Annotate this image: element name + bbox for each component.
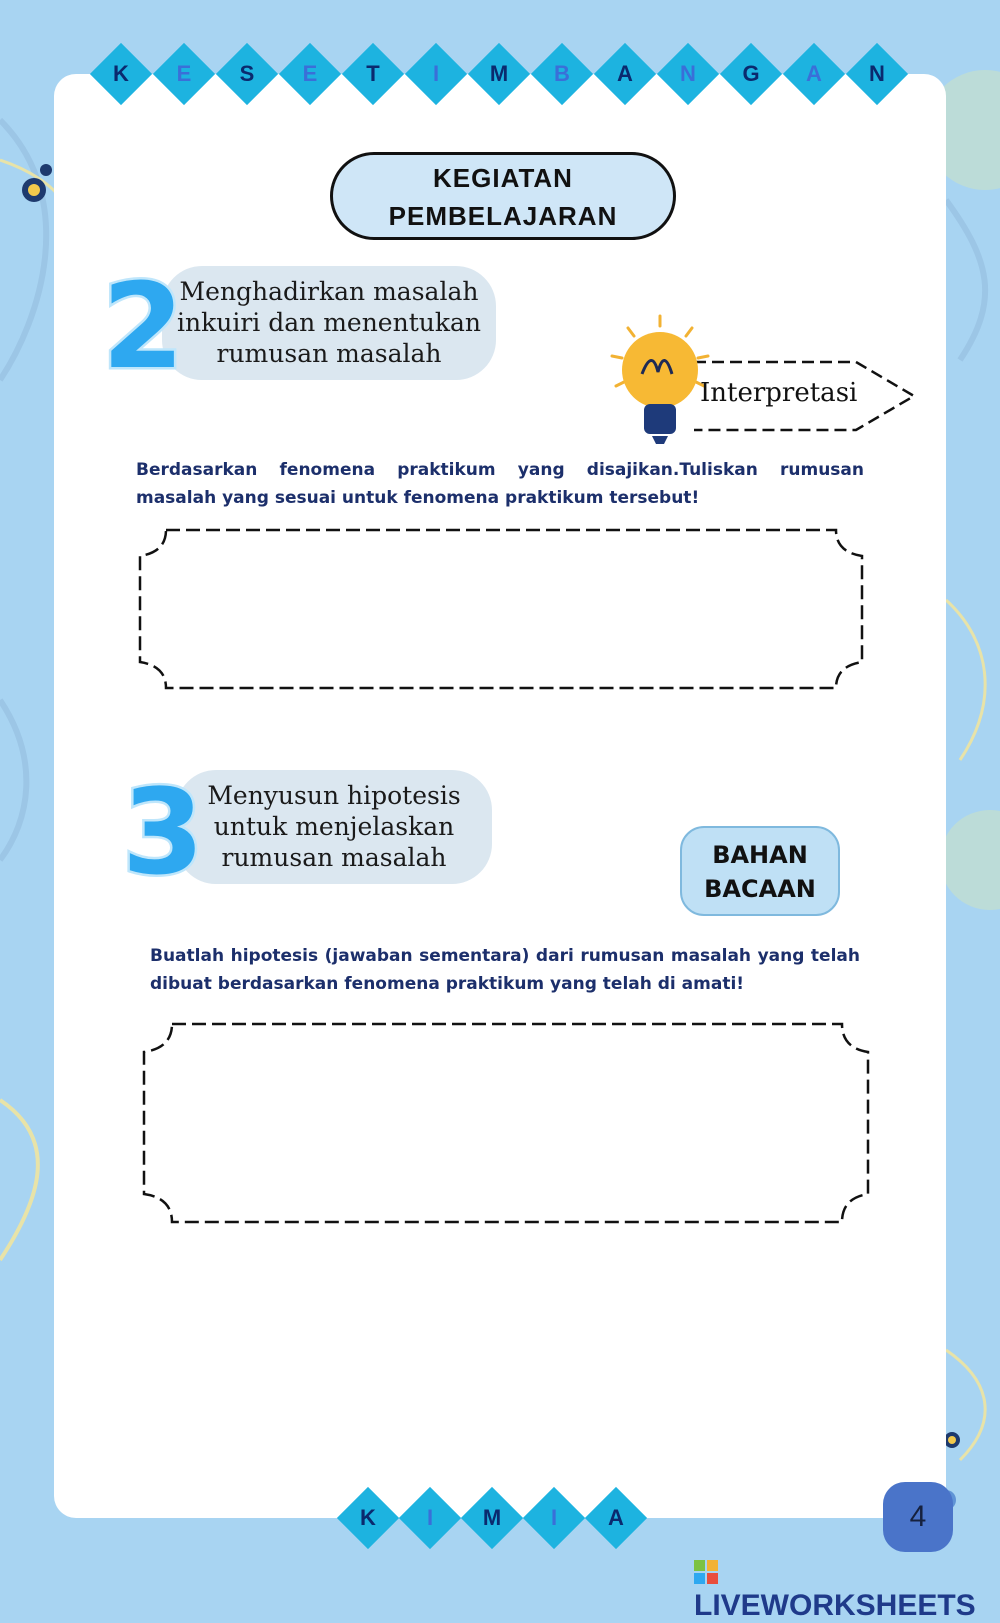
footer-letter: I xyxy=(550,1505,558,1530)
interpretasi-label: Interpretasi xyxy=(700,378,858,408)
footer-letter: I xyxy=(426,1505,434,1530)
page-title xyxy=(330,152,676,240)
svg-text:2: 2 xyxy=(101,262,185,382)
step-3-heading xyxy=(176,770,492,884)
page-title-line1: KEGIATAN xyxy=(433,163,573,193)
step-3-answer-box[interactable] xyxy=(140,1020,872,1226)
page-number: 4 xyxy=(883,1482,953,1552)
bahan-bacaan-button[interactable] xyxy=(680,826,840,916)
bahan-bacaan-line1: BAHAN xyxy=(712,841,808,869)
liveworksheets-logo-icon xyxy=(694,1560,718,1584)
header-letter: B xyxy=(554,61,570,86)
step-3-line3: rumusan masalah xyxy=(221,843,447,872)
svg-text:3: 3 xyxy=(121,768,205,888)
liveworksheets-brand[interactable] xyxy=(694,1555,1000,1622)
step-3-line2: untuk menjelaskan xyxy=(213,812,455,841)
lightbulb-icon xyxy=(606,312,714,446)
step-3-instruction: Buatlah hipotesis (jawaban sementara) dari rumusan masalah yang telah dibuat berdasarkan fenomena praktikum yang telah di amati! xyxy=(150,946,860,994)
brand-text: LIVEWORKSHEETS xyxy=(694,1589,976,1622)
bahan-bacaan-line2: BACAAN xyxy=(704,875,816,903)
header-letter: A xyxy=(806,61,822,86)
step-2-answer-box[interactable] xyxy=(136,526,866,692)
step-3-line1: Menyusun hipotesis xyxy=(207,781,461,810)
header-letter: I xyxy=(432,61,440,86)
page-title-line2: PEMBELAJARAN xyxy=(388,201,618,231)
header-letter: E xyxy=(302,61,318,86)
footer-letter: K xyxy=(360,1505,376,1530)
footer-letter: M xyxy=(482,1505,502,1530)
header-letter: A xyxy=(617,61,633,86)
header-letter: S xyxy=(239,61,255,86)
header-letter: G xyxy=(742,61,760,86)
step-2-heading xyxy=(162,266,496,380)
header-letter: T xyxy=(366,61,380,86)
step-2-number-icon xyxy=(98,262,188,382)
step-2-line1: Menghadirkan masalah xyxy=(179,277,479,306)
header-letter: N xyxy=(680,61,696,86)
header-letter: E xyxy=(176,61,192,86)
header-letter: N xyxy=(869,61,885,86)
step-2-line2: inkuiri dan menentukan xyxy=(177,308,481,337)
step-2-instruction: Berdasarkan fenomena praktikum yang disajikan.Tuliskan rumusan masalah yang sesuai untuk fenomena praktikum tersebut! xyxy=(136,460,864,508)
step-2-line3: rumusan masalah xyxy=(216,339,442,368)
header-letter: M xyxy=(489,61,509,86)
footer-letter: A xyxy=(608,1505,624,1530)
step-3-number-icon xyxy=(118,768,208,888)
header-letter: K xyxy=(113,61,129,86)
